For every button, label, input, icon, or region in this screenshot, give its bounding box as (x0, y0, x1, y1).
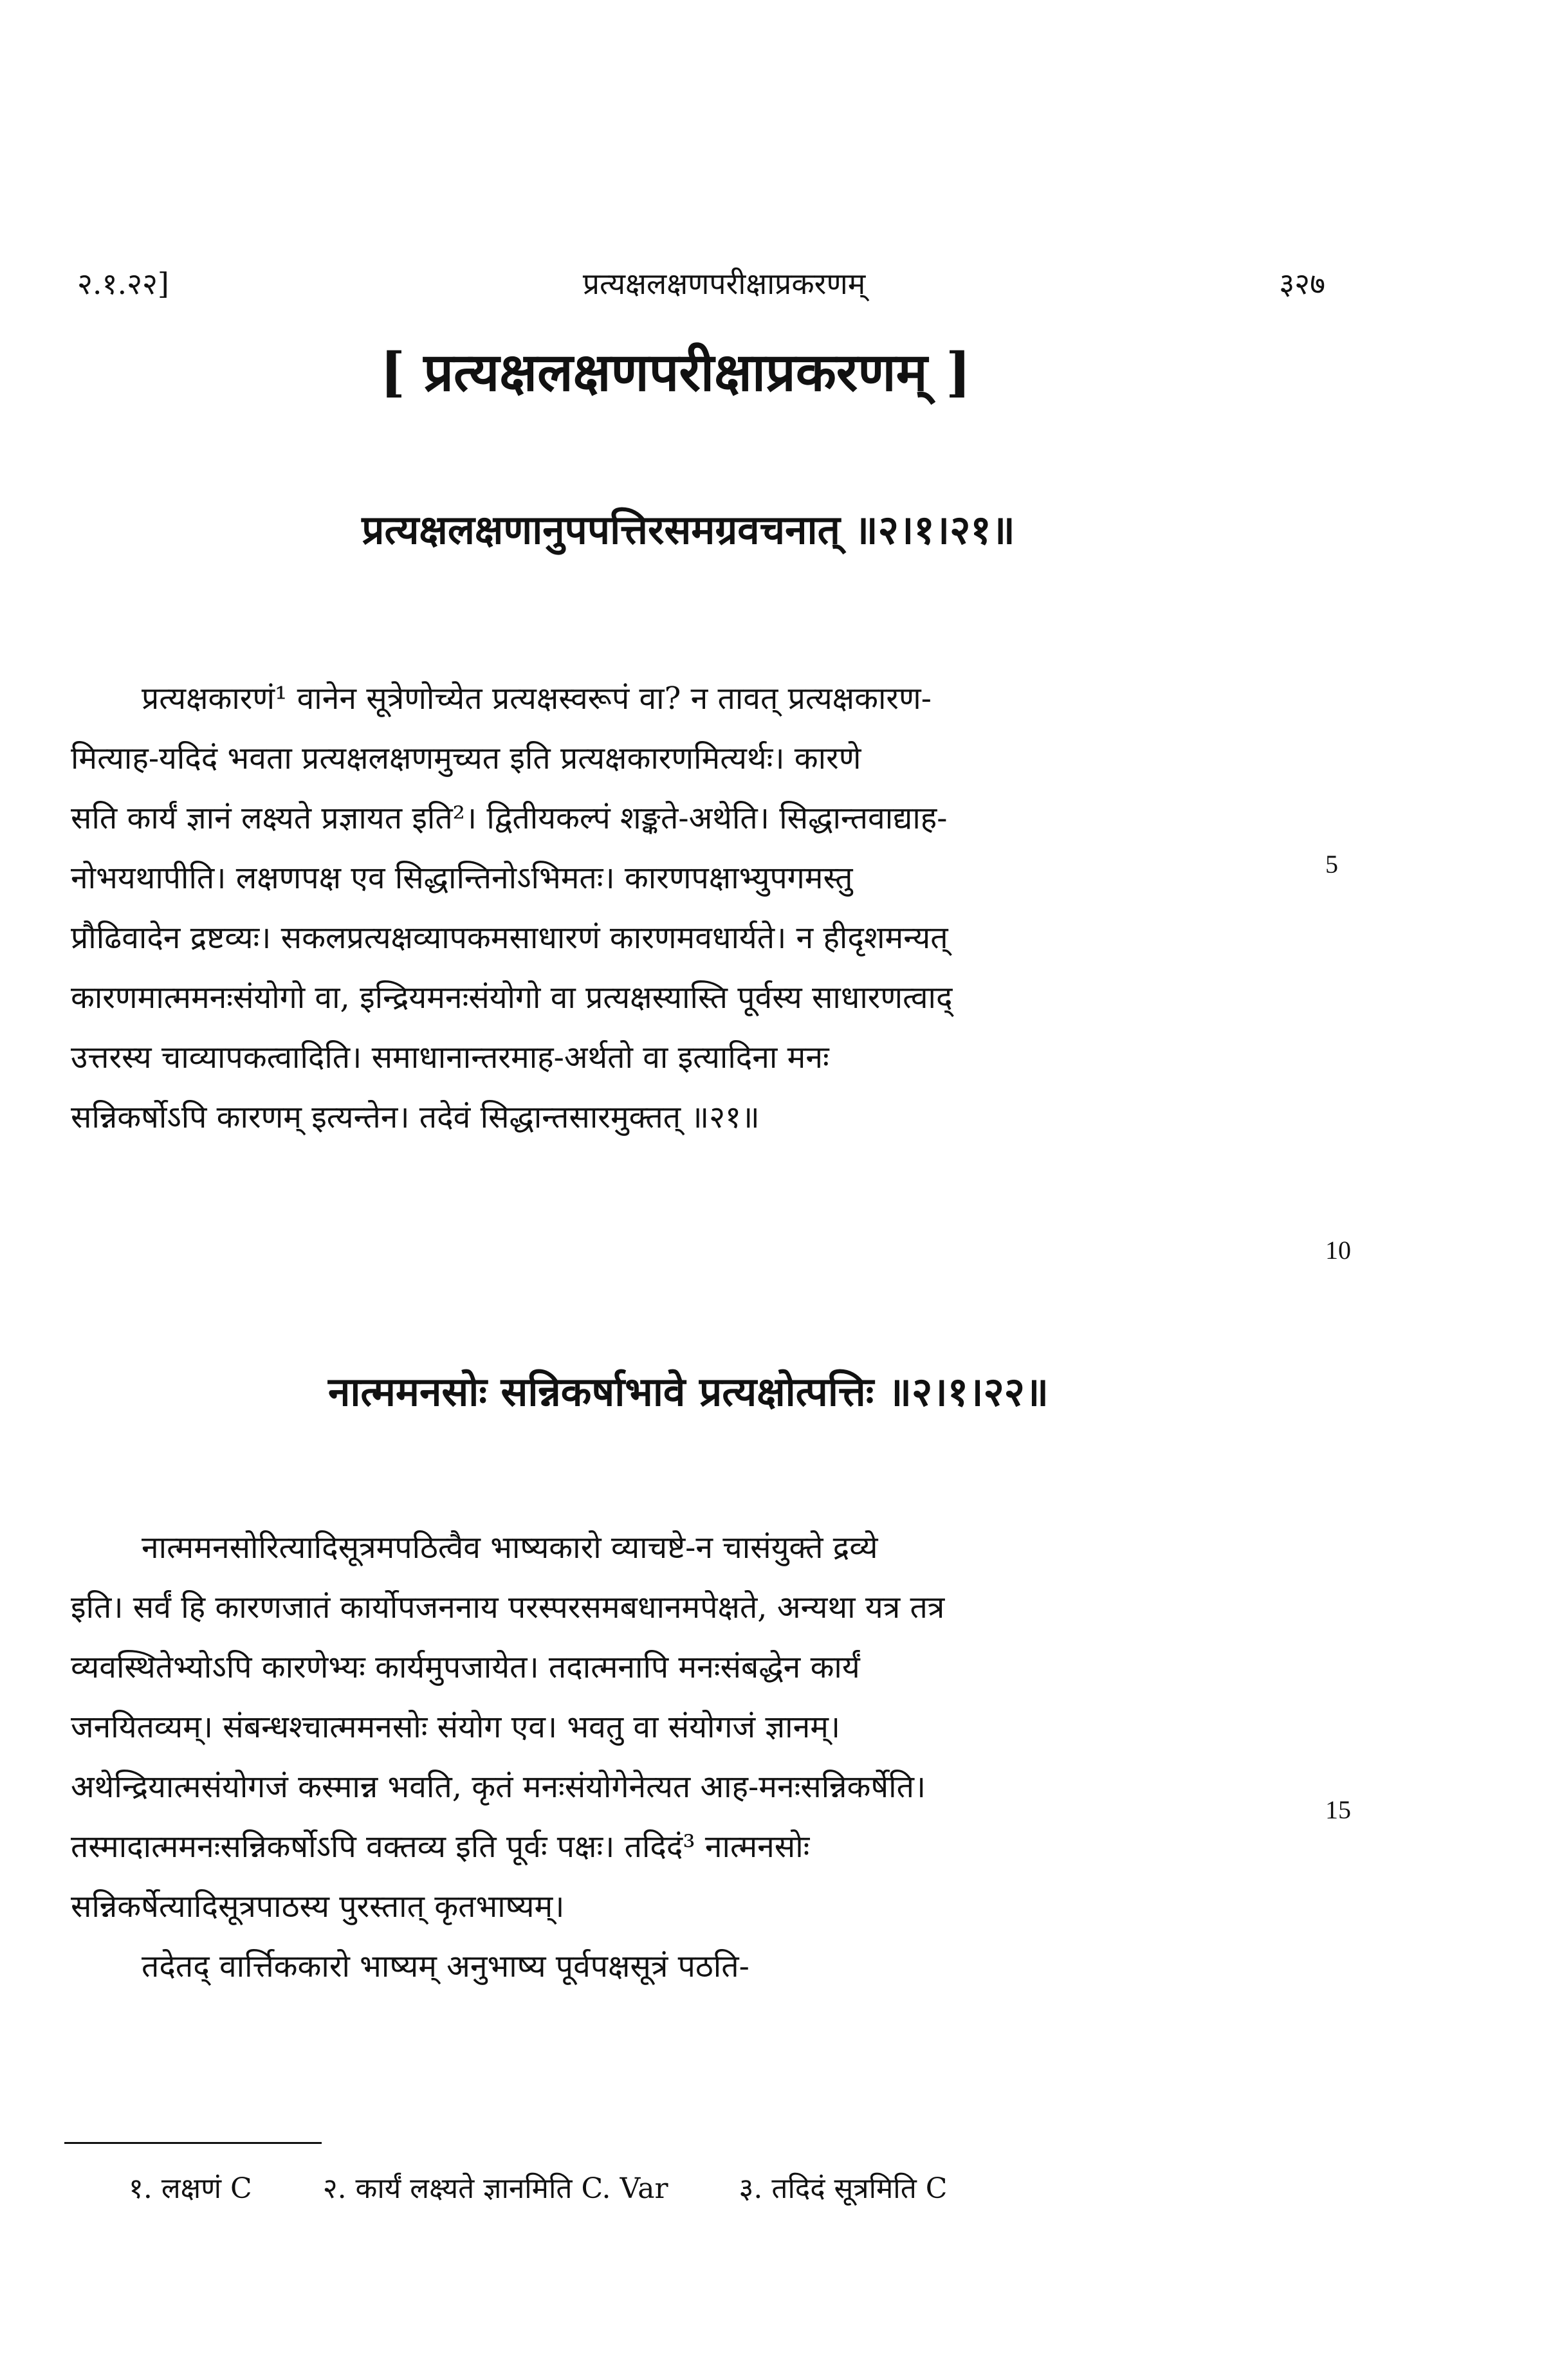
footnote-divider (64, 2142, 322, 2144)
commentary-line: सन्निकर्षेत्यादिसूत्रपाठस्य पुरस्तात् कृतभाष्यम्। (71, 1889, 565, 1925)
commentary-line: नोभयथापीति। लक्षणपक्ष एव सिद्धान्तिनोऽभिमतः। कारणपक्षाभ्युपगमस्तु (71, 860, 853, 896)
line-number-10: 10 (1325, 1236, 1351, 1265)
footnote-2: २. कार्यं लक्ष्यते ज्ञानमिति C. Var (322, 2172, 668, 2205)
commentary-line: व्यवस्थितेभ्योऽपि कारणेभ्यः कार्यमुपजायेत। तदात्मनापि मनःसंबद्धेन कार्यं (71, 1649, 860, 1685)
verse-reference: २.१.२२] (77, 266, 169, 301)
footnote-1: १. लक्षणं C (129, 2172, 252, 2205)
commentary-line: सन्निकर्षोऽपि कारणम् इत्यन्तेन। तदेवं सिद्धान्तसारमुक्तत् ॥२१॥ (71, 1099, 760, 1135)
commentary-line: मित्याह-यदिदं भवता प्रत्यक्षलक्षणमुच्यत इति प्रत्यक्षकारणमित्यर्थः। कारणे (71, 740, 861, 776)
footnote-3: ३. तदिदं सूत्रमिति C (739, 2172, 948, 2205)
commentary-line: कारणमात्ममनःसंयोगो वा, इन्द्रियमनःसंयोगो वा प्रत्यक्षस्यास्ति पूर्वस्य साधारणत्वाद् (71, 980, 953, 1016)
commentary-line: प्रत्यक्षकारणं¹ वानेन सूत्रेणोच्येत प्रत्यक्षस्वरूपं वा? न तावत् प्रत्यक्षकारण- (142, 681, 932, 717)
running-head (77, 257, 1325, 309)
commentary-line: इति। सर्वं हि कारणजातं कार्योपजननाय परस्परसमबधानमपेक्षते, अन्यथा यत्र तत्र (71, 1589, 945, 1625)
line-number-15: 15 (1325, 1795, 1351, 1824)
commentary-line: तदेतद् वार्त्तिककारो भाष्यम् अनुभाष्य पूर्वपक्षसूत्रं पठति- (142, 1948, 749, 1984)
sutra-2-1-21: प्रत्यक्षलक्षणानुपपत्तिरसमग्रवचनात् ॥२।१।२१॥ (362, 506, 1015, 553)
running-title: प्रत्यक्षलक्षणपरीक्षाप्रकरणम् (582, 266, 866, 301)
commentary-paragraph-1 (71, 669, 1280, 1148)
line-number-5: 5 (1325, 850, 1338, 879)
section-title: [ प्रत्यक्षलक्षणपरीक्षाप्रकरणम् ] (380, 342, 971, 403)
commentary-line: प्रौढिवादेन द्रष्टव्यः। सकलप्रत्यक्षव्यापकमसाधारणं कारणमवधार्यते। न हीदृशमन्यत् (71, 920, 948, 956)
page-number: ३२७ (1279, 266, 1325, 301)
commentary-line: नात्ममनसोरित्यादिसूत्रमपठित्वैव भाष्यकारो व्याचष्टे-न चासंयुक्ते द्रव्ये (142, 1530, 878, 1566)
commentary-line: अथेन्द्रियात्मसंयोगजं कस्मान्न भवति, कृतं मनःसंयोगेनेत्यत आह-मनःसन्निकर्षेति। (71, 1769, 926, 1805)
commentary-line: तस्मादात्ममनःसन्निकर्षोऽपि वक्तव्य इति पूर्वः पक्षः। तदिदं³ नात्मनसोः (71, 1829, 810, 1865)
commentary-line: जनयितव्यम्। संबन्धश्चात्ममनसोः संयोग एव। भवतु वा संयोगजं ज्ञानम्। (71, 1709, 841, 1745)
footnotes (129, 2168, 1222, 2206)
commentary-line: सति कार्यं ज्ञानं लक्ष्यते प्रज्ञायत इति²। द्वितीयकल्पं शङ्कते-अथेति। सिद्धान्तवाद्याह- (71, 800, 948, 836)
sutra-2-1-22: नात्ममनसोः सन्निकर्षाभावे प्रत्यक्षोत्पत्तिः ॥२।१।२२॥ (327, 1368, 1049, 1415)
commentary-line: उत्तरस्य चाव्यापकत्वादिति। समाधानान्तरमाह-अर्थतो वा इत्यादिना मनः (71, 1039, 829, 1076)
commentary-paragraph-2 (71, 1518, 1280, 1997)
